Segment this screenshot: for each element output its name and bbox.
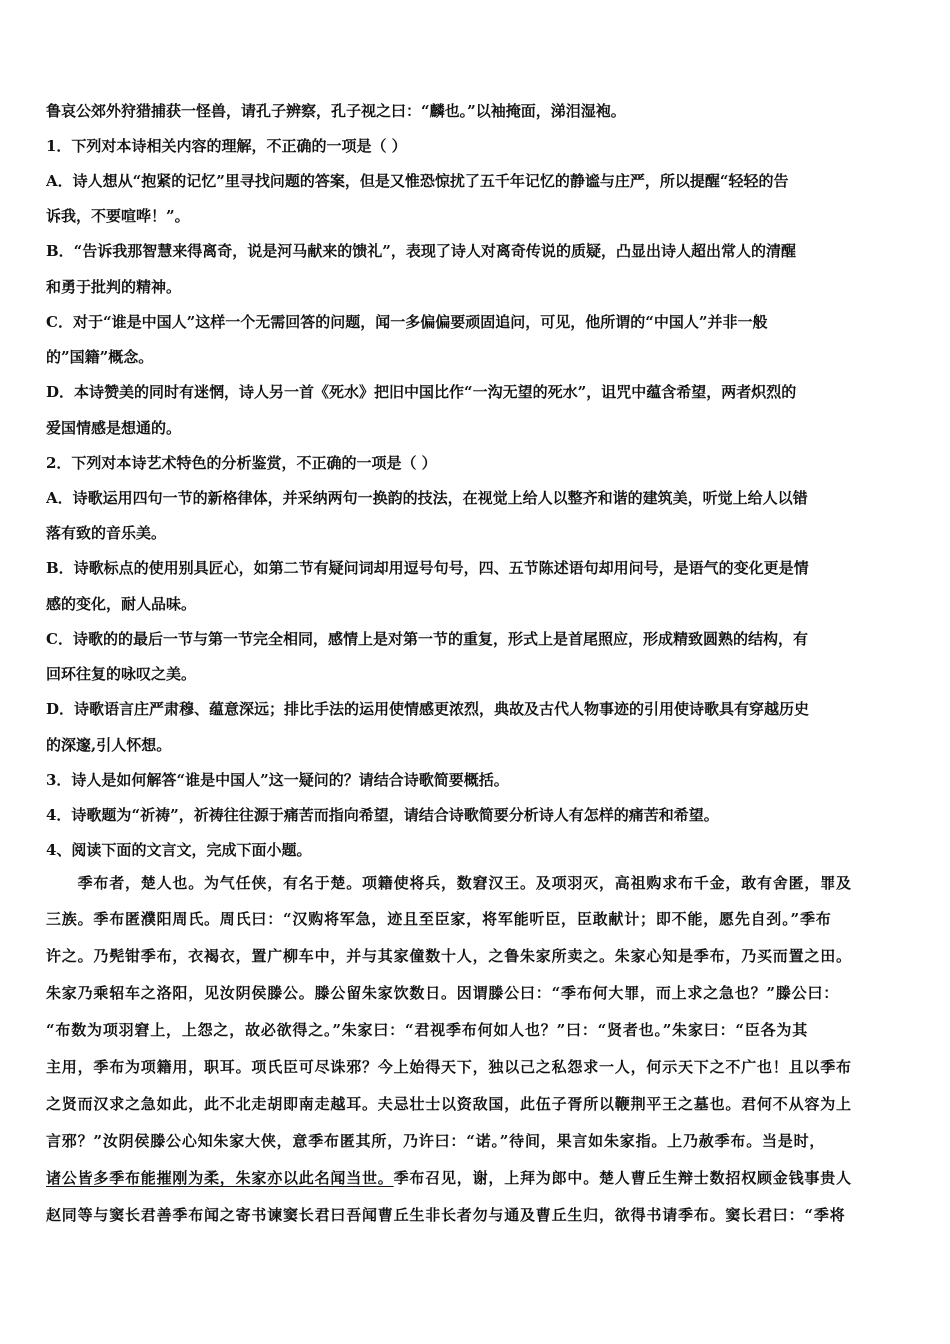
option-2a-cont: 落有致的音乐美。 <box>46 524 167 542</box>
classical-line-underlined <box>46 1168 904 1188</box>
classical-line: 三族。季布匿濮阳周氏。周氏曰：“汉购将军急，迹且至臣家，将军能听臣，臣敢献计；即不能，愿先自刭。”季布 <box>46 910 832 928</box>
option-1d: D．本诗赞美的同时有迷惘，诗人另一首《死水》把旧中国比作“一沟无望的死水”，诅咒中蕴含希望，两者炽烈的 <box>46 383 797 401</box>
question-2: 2．下列对本诗艺术特色的分析鉴赏，不正确的一项是（ ） <box>46 454 437 472</box>
option-1c: C．对于“谁是中国人”这样一个无需回答的问题，闻一多偏偏要顽固追问，可见，他所谓的“中国人”并非一般 <box>46 313 768 331</box>
classical-text: 季布召见，谢，上拜为郎中。楚人曹丘生辩士数招权顾金钱事贵人 <box>393 1169 852 1187</box>
option-2d: D．诗歌语言庄严肃穆、蕴意深远；排比手法的运用使情感更浓烈，典故及古代人物事迹的引用使诗歌具有穿越历史 <box>46 700 810 718</box>
option-2b-cont: 感的变化，耐人品味。 <box>46 595 197 613</box>
question-4: 4．诗歌题为“祈祷”，祈祷往往源于痛苦而指向希望，请结合诗歌简要分析诗人有怎样的痛苦和希望。 <box>46 806 719 824</box>
question-3: 3．诗人是如何解答“谁是中国人”这一疑问的？请结合诗歌简要概括。 <box>46 771 509 789</box>
classical-line: 主用，季布为项籍用，职耳。项氏臣可尽诛邪？今上始得天下，独以己之私怨求一人，何示天下之不广也！且以季布 <box>46 1058 852 1076</box>
option-2d-cont: 的深邃,引人怀想。 <box>46 736 172 754</box>
option-2c: C．诗歌的的最后一节与第一节完全相同，感情上是对第一节的重复，形式上是首尾照应，形成精致圆熟的结构，有 <box>46 630 808 648</box>
classical-line: 许之。乃髡钳季布，衣褐衣，置广柳车中，并与其家僮数十人，之鲁朱家所卖之。朱家心知是季布，乃买而置之田。 <box>46 947 852 965</box>
classical-line: 季布者，楚人也。为气任侠，有名于楚。项籍使将兵，数窘汉王。及项羽灭，高祖购求布千金，敢有舍匿，罪及 <box>46 874 852 892</box>
question-1: 1．下列对本诗相关内容的理解，不正确的一项是（ ） <box>46 137 407 155</box>
text-line: 鲁哀公郊外狩猎捕获一怪兽，请孔子辨察，孔子视之曰：“麟也。”以袖掩面，涕泪湿袍。 <box>46 102 626 120</box>
section-4-heading: 4、阅读下面的文言文，完成下面小题。 <box>46 841 312 859</box>
option-1b-cont: 和勇于批判的精神。 <box>46 278 182 296</box>
classical-line: 之贤而汉求之急如此，此不北走胡即南走越耳。夫忌壮士以资敌国，此伍子胥所以鞭荆平王之墓也。君何不从容为上 <box>46 1095 852 1113</box>
option-1a: A．诗人想从“抱紧的记忆”里寻找问题的答案，但是又惟恐惊扰了五千年记忆的静谧与庄严，所以提醒“轻轻的告 <box>46 172 789 190</box>
option-1a-cont: 诉我，不要喧哗！”。 <box>46 207 190 225</box>
option-2c-cont: 回环往复的咏叹之美。 <box>46 665 197 683</box>
option-1b: B．“告诉我那智慧来得离奇，说是河马献来的馈礼”，表现了诗人对离奇传说的质疑，凸显出诗人超出常人的清醒 <box>46 242 796 260</box>
classical-line: 赵同等与窦长君善季布闻之寄书谏窦长君曰吾闻曹丘生非长者勿与通及曹丘生归，欲得书请季布。窦长君曰：“季将 <box>46 1206 846 1224</box>
option-1d-cont: 爱国情感是想通的。 <box>46 419 182 437</box>
option-2b: B．诗歌标点的使用别具匠心，如第二节有疑问词却用逗号句号，四、五节陈述语句却用问号，是语气的变化更是情 <box>46 559 809 577</box>
option-2a: A．诗歌运用四句一节的新格律体，并采纳两句一换韵的技法，在视觉上给人以整齐和谐的建筑美，听觉上给人以错 <box>46 489 808 507</box>
underlined-sentence: 诸公皆多季布能摧刚为柔，朱家亦以此名闻当世。 <box>46 1169 394 1187</box>
classical-line: 言邪？”汝阴侯滕公心知朱家大侠，意季布匿其所，乃许曰：“诺。”待间，果言如朱家指。上乃赦季布。当是时， <box>46 1132 826 1150</box>
classical-line: “布数为项羽窘上，上怨之，故必欲得之。”朱家曰：“君视季布何如人也？”曰：“贤者也。”朱家曰：“臣各为其 <box>46 1021 808 1039</box>
classical-line: 朱家乃乘轺车之洛阳，见汝阴侯滕公。滕公留朱家饮数日。因谓滕公曰：“季布何大罪，而上求之急也？”滕公曰： <box>46 984 840 1002</box>
option-1c-cont: 的”国籍”概念。 <box>46 348 154 366</box>
